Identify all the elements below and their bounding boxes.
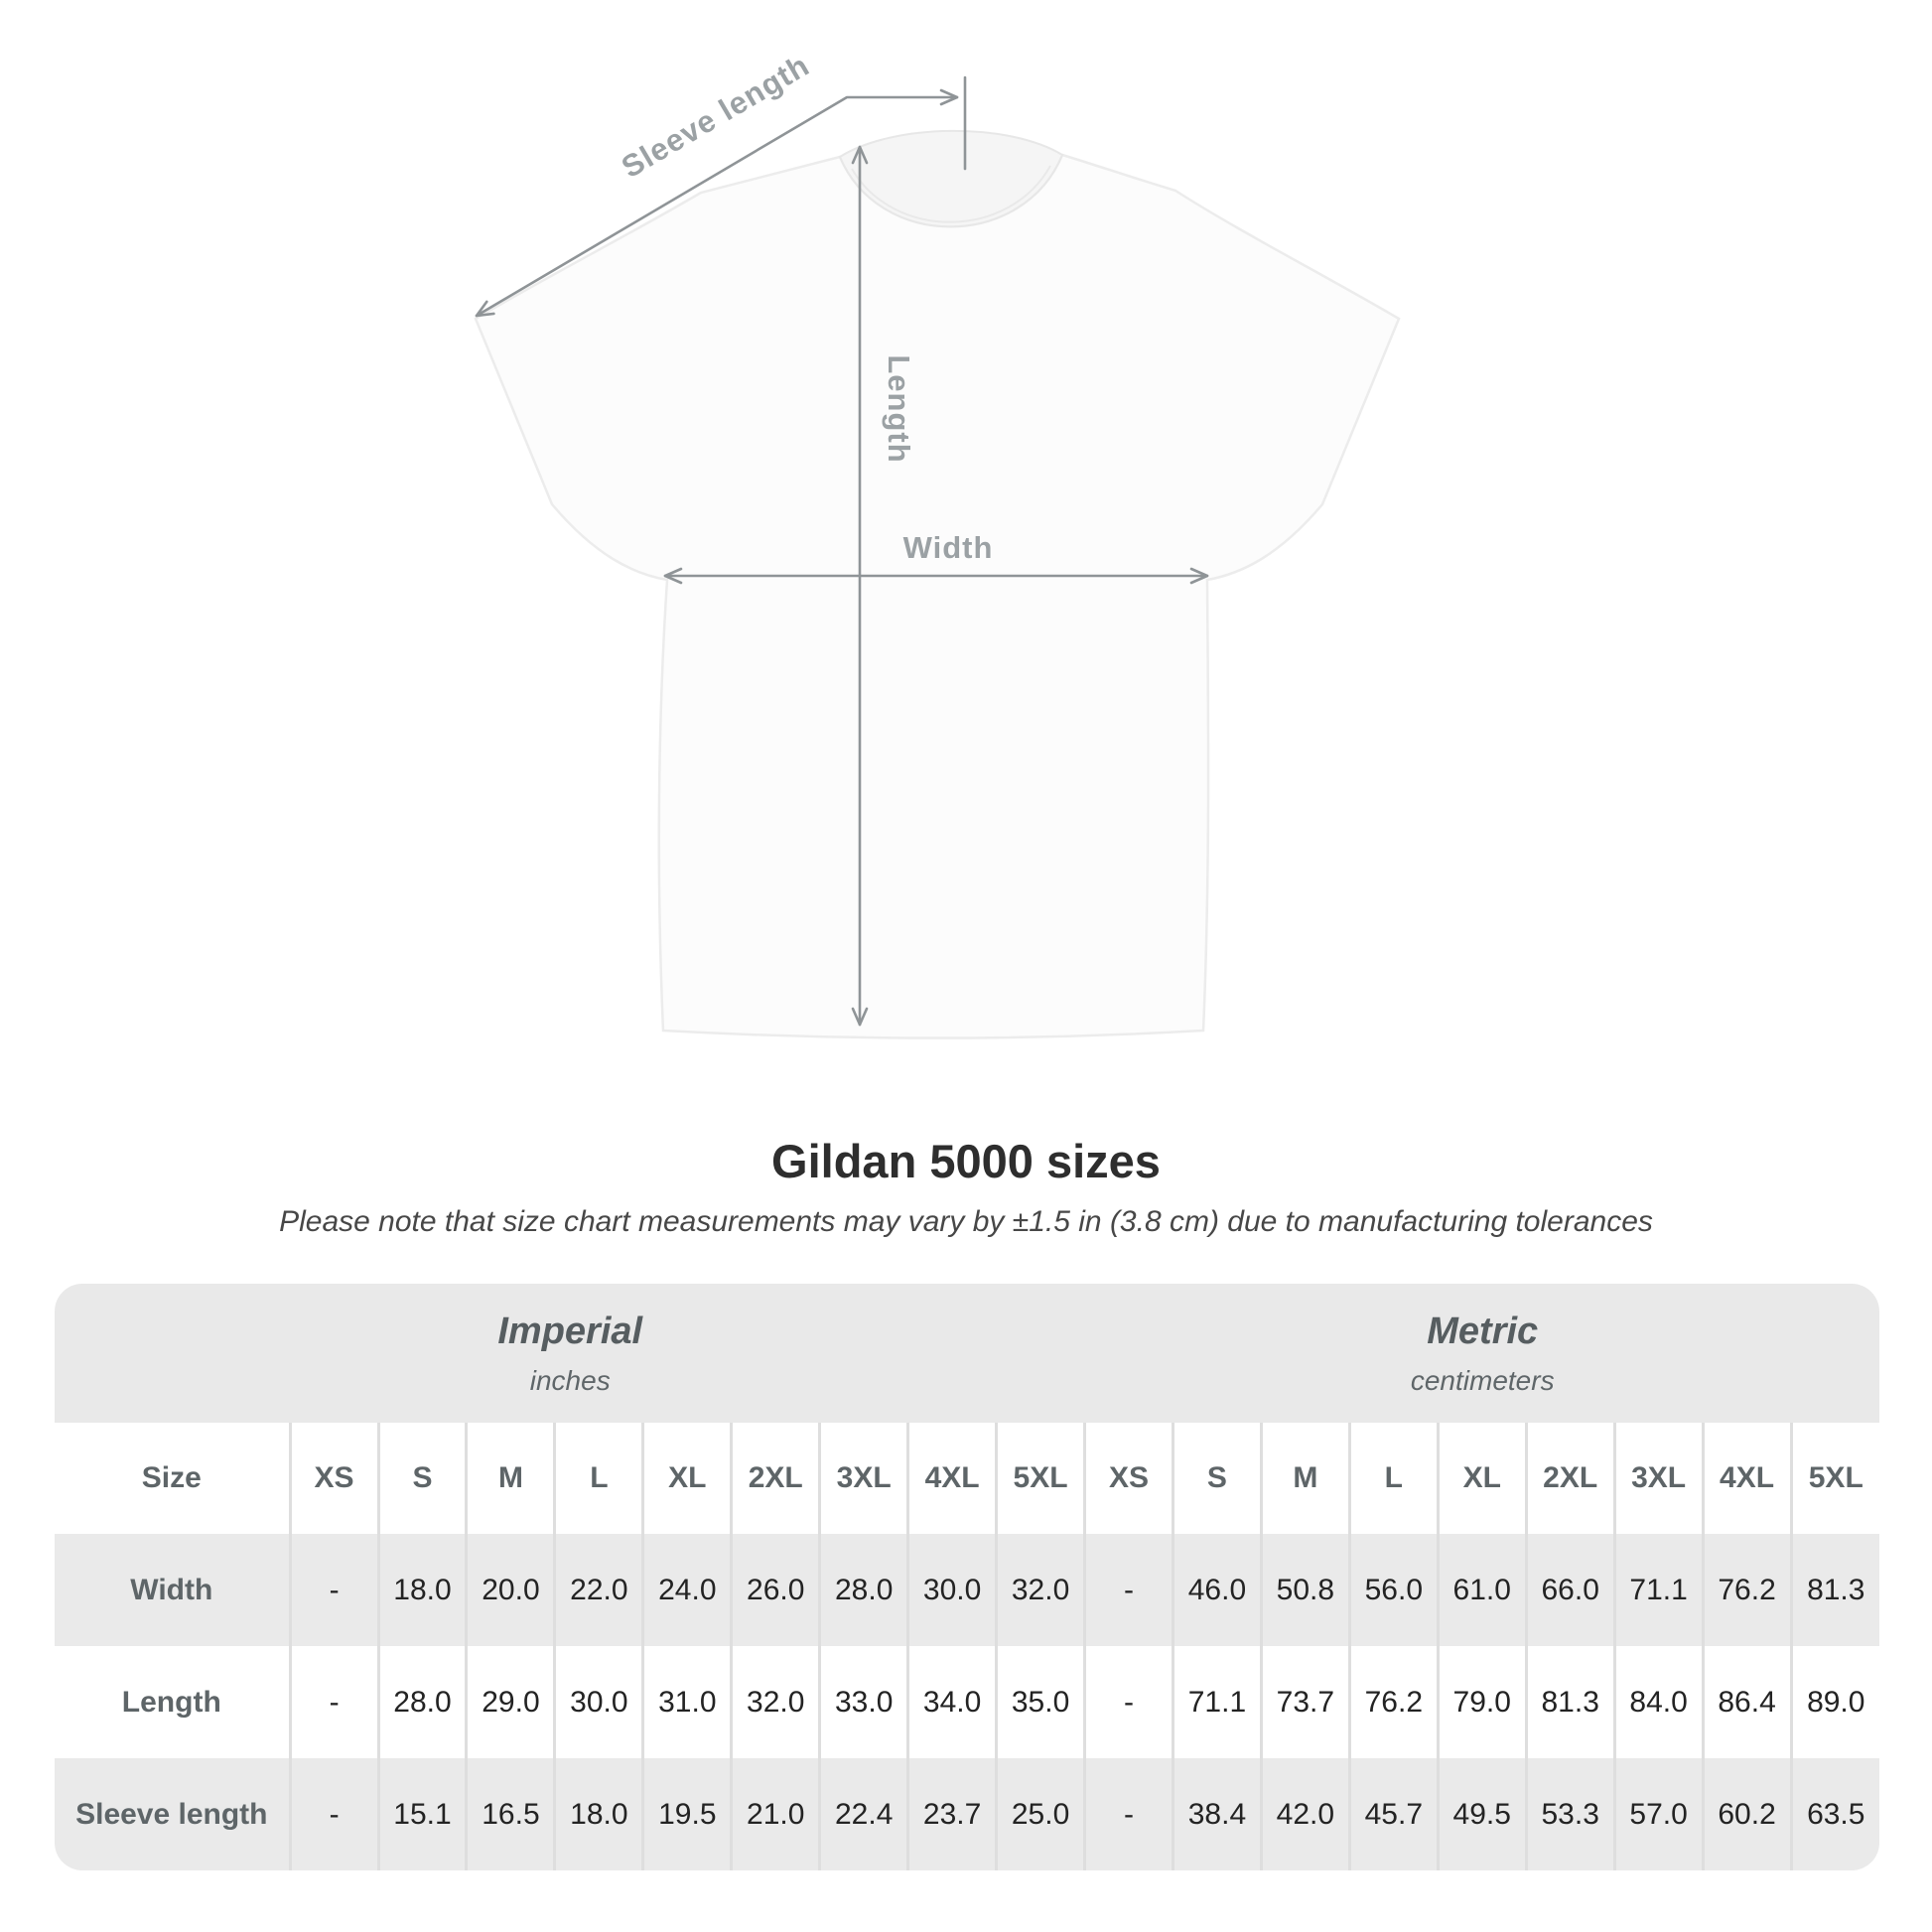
table-cell: 29.0: [467, 1646, 555, 1758]
column-header: XL: [643, 1423, 732, 1534]
column-header: 3XL: [1614, 1423, 1703, 1534]
row-label: Width: [55, 1534, 290, 1646]
column-header: 4XL: [908, 1423, 997, 1534]
table-cell: 76.2: [1703, 1534, 1791, 1646]
table-cell: 89.0: [1791, 1646, 1879, 1758]
size-table: [55, 1284, 1879, 1870]
table-cell: 63.5: [1791, 1758, 1879, 1870]
table-cell: 56.0: [1349, 1534, 1438, 1646]
imperial-header: [55, 1284, 1085, 1423]
column-header: S: [378, 1423, 467, 1534]
metric-header: [1085, 1284, 1879, 1423]
table-cell: -: [290, 1534, 378, 1646]
table-cell: 24.0: [643, 1534, 732, 1646]
table-cell: 32.0: [997, 1534, 1085, 1646]
row-label: Length: [55, 1646, 290, 1758]
table-cell: 81.3: [1526, 1646, 1614, 1758]
table-cell: -: [1085, 1758, 1173, 1870]
column-header: M: [1261, 1423, 1349, 1534]
column-header: 5XL: [997, 1423, 1085, 1534]
column-header: XL: [1438, 1423, 1526, 1534]
table-cell: 15.1: [378, 1758, 467, 1870]
width-label: Width: [902, 530, 994, 565]
table-cell: 25.0: [997, 1758, 1085, 1870]
table-cell: 57.0: [1614, 1758, 1703, 1870]
row-label: Sleeve length: [55, 1758, 290, 1870]
table-cell: 45.7: [1349, 1758, 1438, 1870]
length-row: [55, 1646, 1879, 1758]
table-cell: 34.0: [908, 1646, 997, 1758]
table-cell: 49.5: [1438, 1758, 1526, 1870]
column-header: S: [1173, 1423, 1261, 1534]
column-header: L: [1349, 1423, 1438, 1534]
size-header-row: [55, 1423, 1879, 1534]
metric-label: Metric: [1427, 1310, 1539, 1352]
column-header: 2XL: [1526, 1423, 1614, 1534]
sleeve-length-row: [55, 1758, 1879, 1870]
table-cell: 31.0: [643, 1646, 732, 1758]
sleeve-length-label: Sleeve length: [616, 47, 816, 186]
size-table-grid: [55, 1423, 1879, 1870]
table-cell: 26.0: [732, 1534, 820, 1646]
table-cell: 76.2: [1349, 1646, 1438, 1758]
table-cell: 79.0: [1438, 1646, 1526, 1758]
tolerance-note: Please note that size chart measurements may vary by ±1.5 in (3.8 cm) due to manufacturing tolerances: [279, 1205, 1653, 1238]
table-cell: 18.0: [378, 1534, 467, 1646]
width-row: [55, 1534, 1879, 1646]
size-column-header: Size: [55, 1423, 290, 1534]
table-cell: 46.0: [1173, 1534, 1261, 1646]
table-cell: 60.2: [1703, 1758, 1791, 1870]
table-cell: 86.4: [1703, 1646, 1791, 1758]
table-cell: 22.0: [555, 1534, 643, 1646]
table-cell: 30.0: [908, 1534, 997, 1646]
column-header: 2XL: [732, 1423, 820, 1534]
table-cell: 28.0: [820, 1534, 908, 1646]
table-cell: 61.0: [1438, 1534, 1526, 1646]
column-header: 3XL: [820, 1423, 908, 1534]
table-cell: 21.0: [732, 1758, 820, 1870]
length-label: Length: [882, 354, 916, 464]
column-header: M: [467, 1423, 555, 1534]
table-cell: 22.4: [820, 1758, 908, 1870]
imperial-unit-label: inches: [529, 1364, 611, 1396]
column-header: L: [555, 1423, 643, 1534]
table-cell: 50.8: [1261, 1534, 1349, 1646]
table-cell: 66.0: [1526, 1534, 1614, 1646]
column-header: XS: [290, 1423, 378, 1534]
table-cell: 42.0: [1261, 1758, 1349, 1870]
column-header: 4XL: [1703, 1423, 1791, 1534]
table-cell: 35.0: [997, 1646, 1085, 1758]
tshirt-graphic: [476, 155, 1399, 1038]
table-cell: 81.3: [1791, 1534, 1879, 1646]
table-cell: 20.0: [467, 1534, 555, 1646]
table-cell: 18.0: [555, 1758, 643, 1870]
metric-unit-label: centimeters: [1410, 1364, 1555, 1396]
table-cell: 23.7: [908, 1758, 997, 1870]
table-cell: 71.1: [1173, 1646, 1261, 1758]
column-header: XS: [1085, 1423, 1173, 1534]
table-cell: 16.5: [467, 1758, 555, 1870]
table-cell: -: [1085, 1534, 1173, 1646]
table-cell: -: [290, 1646, 378, 1758]
table-cell: 32.0: [732, 1646, 820, 1758]
table-cell: 53.3: [1526, 1758, 1614, 1870]
table-cell: 84.0: [1614, 1646, 1703, 1758]
table-cell: 30.0: [555, 1646, 643, 1758]
unit-header-row: [55, 1284, 1879, 1423]
table-cell: 71.1: [1614, 1534, 1703, 1646]
table-cell: 28.0: [378, 1646, 467, 1758]
table-cell: 73.7: [1261, 1646, 1349, 1758]
table-cell: -: [290, 1758, 378, 1870]
table-cell: 38.4: [1173, 1758, 1261, 1870]
column-header: 5XL: [1791, 1423, 1879, 1534]
table-cell: 19.5: [643, 1758, 732, 1870]
imperial-label: Imperial: [497, 1310, 643, 1352]
page-title: Gildan 5000 sizes: [771, 1135, 1161, 1187]
table-cell: 33.0: [820, 1646, 908, 1758]
table-cell: -: [1085, 1646, 1173, 1758]
